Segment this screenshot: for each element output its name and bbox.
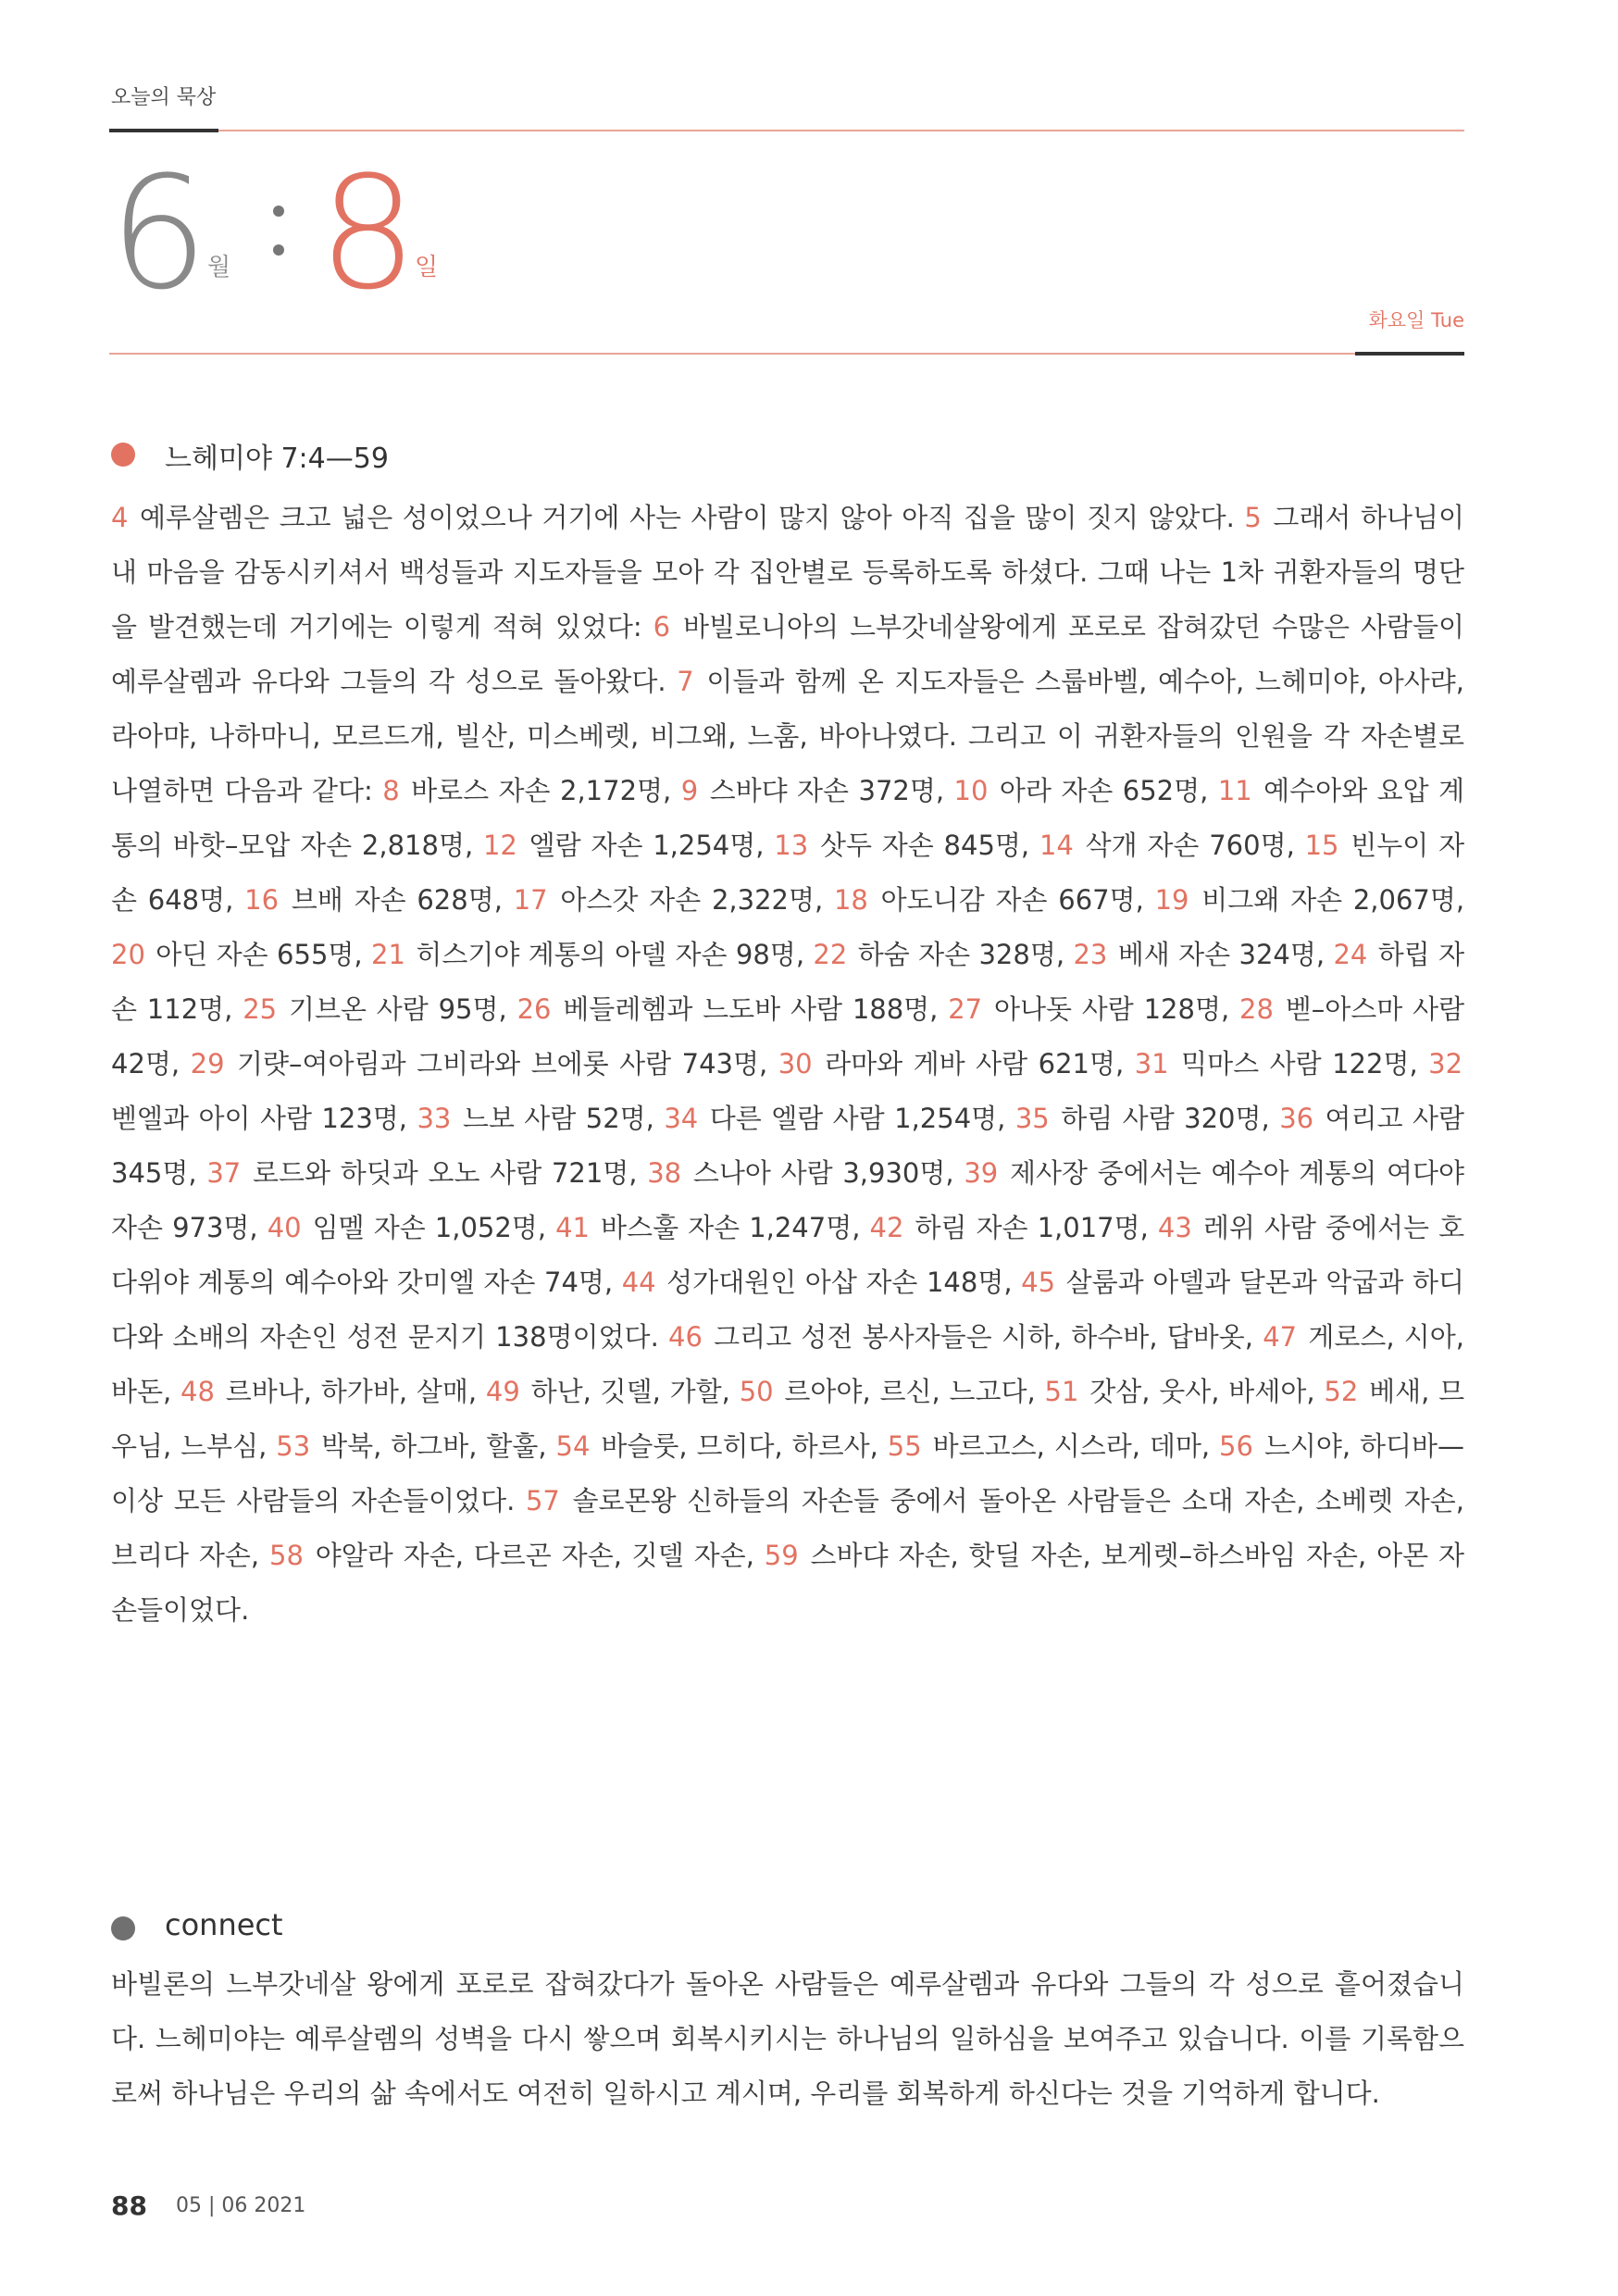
verse-number: 21 [371, 939, 405, 970]
verse-number: 28 [1239, 993, 1274, 1025]
verse-number: 30 [778, 1048, 813, 1079]
verse-text: 이들과 함께 온 지도자들은 스룹바벨, 예수아, 느헤미야, 아사랴, 라아먀, 나하마니, 모르드개, 빌산, 미스베렛, 비그왜, 느훔, 바아나였다. 그리고 이 귀환자들의 인원을 각 자손별로 나열하면 다음과 같다: [111, 666, 1465, 806]
section-label: 오늘의 묵상 [111, 86, 217, 109]
day-unit: 일 [415, 254, 439, 281]
month-number: 6 [109, 143, 208, 324]
verse-number: 27 [948, 993, 983, 1025]
verse-text: 바르고스, 시스라, 데마, [932, 1430, 1211, 1462]
verse-number: 17 [513, 884, 548, 916]
scripture-bullet-icon [111, 443, 135, 467]
verse-text: 바로스 자손 2,172명, [411, 775, 672, 806]
verse-text: 벧–아스마 사람 42명, [111, 993, 1465, 1079]
verse-number: 23 [1073, 939, 1108, 970]
scripture-reference: 느헤미야 7:4—59 [165, 443, 389, 475]
verse-text: 야알라 자손, 다르곤 자손, 깃델 자손, [315, 1540, 754, 1571]
verse-number: 47 [1263, 1321, 1298, 1353]
verse-text: 삿두 자손 845명, [819, 830, 1030, 861]
verse-number: 39 [964, 1157, 999, 1189]
header-rule-accent [109, 129, 218, 132]
verse-text: 살룸과 아델과 달몬과 악굽과 하디다와 소배의 자손인 성전 문지기 138명이었다. [111, 1267, 1465, 1353]
verse-text: 하림 자손 1,017명, [915, 1212, 1149, 1243]
verse-text: 로드와 하딧과 오노 사람 721명, [252, 1157, 638, 1189]
verse-number: 15 [1304, 830, 1339, 861]
verse-number: 46 [668, 1321, 703, 1353]
verse-text: 빈누이 자손 648명, [111, 830, 1465, 916]
day-number: 8 [318, 143, 417, 324]
verse-number: 19 [1154, 884, 1189, 916]
verse-text: 하난, 깃델, 가할, [530, 1376, 730, 1407]
verse-number: 35 [1014, 1103, 1050, 1134]
verse-number: 22 [813, 939, 848, 970]
verse-number: 8 [382, 775, 400, 806]
verse-number: 14 [1039, 830, 1074, 861]
verse-text: 믹마스 사람 122명, [1181, 1048, 1418, 1079]
verse-number: 45 [1021, 1267, 1056, 1298]
verse-text: 바슬룻, 므히다, 하르사, [601, 1430, 878, 1462]
verse-text: 아나돗 사람 128명, [993, 993, 1230, 1025]
verse-text: 기브온 사람 95명, [288, 993, 507, 1025]
verse-number: 11 [1217, 775, 1252, 806]
verse-text: 아스갓 자손 2,322명, [560, 884, 824, 916]
verse-text: 예수아와 요압 계통의 바핫–모압 자손 2,818명, [111, 775, 1465, 861]
verse-number: 12 [482, 830, 517, 861]
verse-text: 벧엘과 아이 사람 123명, [111, 1103, 408, 1134]
verse-text: 스바댜 자손, 핫딜 자손, 보게렛–하스바임 자손, 아몬 자손들이었다. [111, 1540, 1464, 1626]
verse-text: 갓삼, 웃사, 바세아, [1089, 1376, 1315, 1407]
date-separator-dot [273, 244, 284, 256]
connect-bullet-icon [111, 1916, 135, 1940]
verse-number: 31 [1134, 1048, 1169, 1079]
verse-text: 베새 자손 324명, [1117, 939, 1326, 970]
verse-text: 레위 사람 중에서는 호다위야 계통의 예수아와 갓미엘 자손 74명, [111, 1212, 1465, 1298]
verse-number: 7 [677, 666, 694, 697]
verse-text: 엘람 자손 1,254명, [529, 830, 765, 861]
verse-text: 브배 자손 628명, [291, 884, 503, 916]
verse-text: 아라 자손 652명, [999, 775, 1209, 806]
verse-text: 베들레헴과 느도바 사람 188명, [563, 993, 939, 1025]
verse-text: 기럇–여아림과 그비라와 브에롯 사람 743명, [237, 1048, 768, 1079]
verse-number: 41 [555, 1212, 590, 1243]
verse-number: 20 [111, 939, 145, 970]
verse-text: 하숨 자손 328명, [857, 939, 1065, 970]
verse-number: 10 [953, 775, 989, 806]
verse-number: 59 [764, 1540, 799, 1571]
verse-text: 르아야, 르신, 느고다, [784, 1376, 1036, 1407]
verse-text: 솔로몬왕 신하들의 자손들 중에서 돌아온 사람들은 소대 자손, 소베렛 자손, 브리다 자손, [111, 1485, 1465, 1571]
verse-text: 바빌로니아의 느부갓네살왕에게 포로로 잡혀갔던 수많은 사람들이 예루살렘과 유다와 그들의 각 성으로 돌아왔다. [111, 611, 1465, 697]
verse-number: 32 [1428, 1048, 1463, 1079]
verse-number: 25 [243, 993, 278, 1025]
verse-text: 그래서 하나님이 내 마음을 감동시키셔서 백성들과 지도자들을 모아 각 집안별로 등록하도록 하셨다. 그때 나는 1차 귀환자들의 명단을 발견했는데 거기에는 이렇게 적혀 있었다: [111, 502, 1465, 643]
verse-number: 18 [833, 884, 868, 916]
verse-text: 예루살렘은 크고 넓은 성이었으나 거기에 사는 사람이 많지 않아 아직 집을 많이 짓지 않았다. [140, 502, 1235, 533]
verse-text: 스나아 사람 3,930명, [692, 1157, 954, 1189]
date-rule-accent [1355, 352, 1464, 356]
connect-heading: connect [165, 1907, 283, 1942]
verse-number: 33 [417, 1103, 452, 1134]
verse-number: 24 [1333, 939, 1368, 970]
verse-text: 게로스, 시아, 바돈, [111, 1321, 1465, 1407]
verse-number: 51 [1044, 1376, 1079, 1407]
verse-text: 제사장 중에서는 예수아 계통의 여다야 자손 973명, [111, 1157, 1465, 1243]
verse-number: 50 [739, 1376, 774, 1407]
verse-number: 42 [869, 1212, 904, 1243]
verse-text: 느보 사람 52명, [462, 1103, 654, 1134]
verse-number: 34 [664, 1103, 699, 1134]
verse-text: 임멜 자손 1,052명, [312, 1212, 547, 1243]
verse-text: 스바댜 자손 372명, [709, 775, 945, 806]
verse-text: 비그왜 자손 2,067명, [1201, 884, 1465, 916]
verse-number: 58 [269, 1540, 304, 1571]
verse-text: 그리고 성전 봉사자들은 시하, 하수바, 답바옷, [714, 1321, 1253, 1353]
verse-number: 16 [244, 884, 280, 916]
verse-number: 57 [525, 1485, 560, 1516]
verse-number: 36 [1279, 1103, 1314, 1134]
verse-number: 44 [621, 1267, 656, 1298]
verse-number: 38 [647, 1157, 682, 1189]
verse-text: 박북, 하그바, 할훌, [321, 1430, 547, 1462]
verse-text: 하립 자손 112명, [111, 939, 1465, 1025]
verse-number: 48 [180, 1376, 215, 1407]
verse-number: 9 [680, 775, 699, 806]
verse-number: 52 [1324, 1376, 1359, 1407]
verse-text: 다른 엘람 사람 1,254명, [709, 1103, 1006, 1134]
verse-number: 54 [555, 1430, 591, 1462]
verse-text: 히스기야 계통의 아델 자손 98명, [416, 939, 805, 970]
verse-number: 56 [1219, 1430, 1253, 1462]
verse-number: 43 [1157, 1212, 1192, 1243]
verse-number: 49 [485, 1376, 520, 1407]
verse-text: 바스훌 자손 1,247명, [601, 1212, 861, 1243]
verse-text: 르바나, 하가바, 살매, [225, 1376, 478, 1407]
verse-number: 5 [1244, 502, 1262, 533]
verse-text: 베새, 므우님, 느부심, [111, 1376, 1465, 1462]
month-unit: 월 [207, 254, 231, 281]
page-number: 88 [111, 2190, 147, 2221]
verse-number: 55 [887, 1430, 922, 1462]
verse-number: 29 [190, 1048, 225, 1079]
verse-text: 아딘 자손 655명, [156, 939, 363, 970]
issue-date: 05 | 06 2021 [176, 2194, 306, 2217]
verse-text: 라마와 게바 사람 621명, [825, 1048, 1125, 1079]
weekday-label: 화요일 Tue [1368, 309, 1464, 331]
header-rule [218, 130, 1464, 131]
date-separator-dot [273, 206, 284, 217]
verse-text: 느시야, 하디바—이상 모든 사람들의 자손들이었다. [111, 1430, 1465, 1516]
verse-number: 53 [276, 1430, 311, 1462]
verse-number: 37 [206, 1157, 242, 1189]
verse-number: 6 [653, 611, 671, 643]
connect-body: 바빌론의 느부갓네살 왕에게 포로로 잡혀갔다가 돌아온 사람들은 예루살렘과 유다와 그들의 각 성으로 흩어졌습니다. 느헤미야는 예루살렘의 성벽을 다시 쌓으며 회복시키시는 하나님의 일하심을 보여주고 있습니다. 이를 기록함으로써 하나님은 우리의 삶 속에서도 여전히 일하시고 계시며, 우리를 회복하게 하신다는 것을 기억하게 합니다. [111, 1968, 1464, 2109]
verse-number: 4 [111, 502, 129, 533]
date-rule [109, 353, 1355, 355]
verse-text: 여리고 사람 345명, [111, 1103, 1465, 1189]
verse-text: 하림 사람 320명, [1061, 1103, 1270, 1134]
verse-text: 성가대원인 아삽 자손 148명, [666, 1267, 1013, 1298]
verse-number: 26 [517, 993, 552, 1025]
verse-text: 아도니감 자손 667명, [880, 884, 1144, 916]
verse-number: 40 [267, 1212, 302, 1243]
scripture-passage [111, 491, 1464, 1638]
verse-number: 13 [774, 830, 809, 861]
verse-text: 삭개 자손 760명, [1085, 830, 1295, 861]
